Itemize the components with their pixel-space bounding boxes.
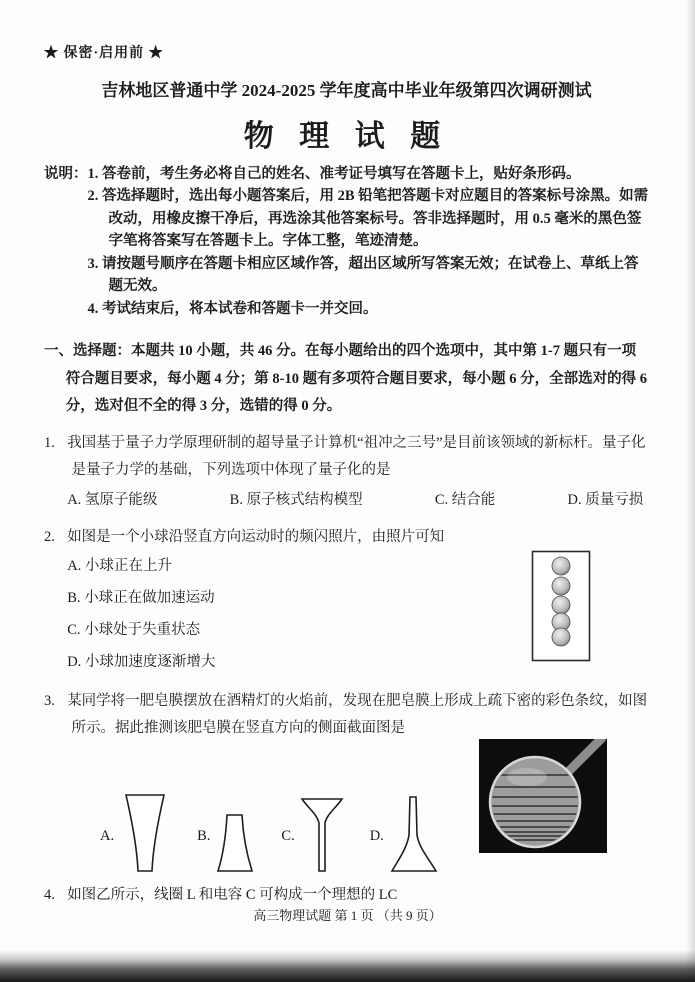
instruction-item-1: 1. 答卷前，考生务必将自己的姓名、准考证号填写在答题卡上，贴好条形码。: [87, 166, 581, 182]
option-c: C. 结合能: [434, 492, 496, 509]
question-body: 某同学将一肥皂膜摆放在酒精灯的火焰前，发现在肥皂膜上形成上疏下密的彩色条纹，如图所示。据此推测该肥皂膜在竖直方向的侧面截面图是: [67, 692, 648, 737]
option-d: D. 小球加速度逐渐增大: [67, 653, 216, 670]
exam-subtitle: 吉林地区普通中学 2024-2025 学年度高中毕业年级第四次调研测试: [101, 81, 592, 100]
option-a-label: A.: [100, 828, 115, 845]
scan-edge-bottom: [0, 950, 695, 982]
question-1: [44, 430, 649, 515]
soap-film-photo: [479, 739, 607, 864]
question-3-text: [44, 688, 649, 743]
scan-edge-right: [685, 0, 695, 982]
question-number: 1.: [44, 434, 55, 451]
option-b: B. 小球正在做加速运动: [67, 590, 215, 606]
question-body: 如图乙所示，线圈 L 和电容 C 可构成一个理想的 LC: [67, 886, 398, 903]
option-b-label: B.: [197, 828, 211, 845]
question-3: [44, 688, 649, 873]
exam-title: 物 理 试 题: [243, 120, 450, 153]
strobe-photo-figure: [531, 550, 591, 673]
instructions-list: [88, 163, 650, 320]
cross-section-option-b: [197, 813, 255, 873]
question-1-text: [44, 430, 649, 485]
instructions-block: [44, 163, 649, 320]
option-a: A. 氢原子能级: [67, 492, 158, 509]
question-number: 4.: [44, 886, 55, 903]
instructions-label: 说明：: [44, 166, 88, 182]
cross-section-shape-b: [215, 813, 255, 873]
question-body: 如图是一个小球沿竖直方向运动时的频闪照片，由照片可知: [67, 528, 445, 545]
option-c-label: C.: [281, 828, 295, 845]
cross-section-shape-d: [389, 795, 439, 873]
option-d: D. 质量亏损: [567, 492, 644, 509]
option-c: C. 小球处于失重状态: [67, 621, 201, 638]
cross-section-option-a: [100, 793, 171, 873]
cross-section-option-c: [281, 797, 343, 873]
page-footer: 高三物理试题 第 1 页 （共 9 页）: [253, 908, 442, 923]
instruction-item-3: 3. 请按题号顺序在答题卡相应区域作答，超出区域所写答案无效；在试卷上、草纸上答题无效。: [87, 255, 639, 295]
question-3-figures: [100, 753, 649, 873]
option-a: A. 小球正在上升: [67, 558, 172, 575]
option-b: B. 原子核式结构模型: [229, 492, 363, 509]
option-d-label: D.: [369, 828, 384, 845]
instruction-item-4: 4. 考试结束后，将本试卷和答题卡一并交回。: [87, 300, 378, 317]
cross-section-shape-a: [119, 793, 171, 873]
section-heading: 一、选择题：本题共 10 小题，共 46 分。在每小题给出的四个选项中，其中第 1-7 题只有一项符合题目要求，每小题 4 分；第 8-10 题有多项符合题目要求，每小题 6 分，全部选对的得 6 分，选对但不全的得 3 分，选错的得 0 分。: [44, 343, 647, 415]
question-number: 2.: [44, 528, 55, 545]
question-1-options: [67, 487, 649, 515]
question-number: 3.: [44, 692, 55, 709]
instruction-item-2: 2. 答选择题时，选出每小题答案后，用 2B 铅笔把答题卡对应题目的答案标号涂黑。如需改动，用橡皮擦干净后，再选涂其他答案标号。答非选择题时，用 0.5 毫米的黑色签字笔将答案写在答题卡上。字体工整，笔迹清楚。: [87, 188, 649, 250]
question-body: 我国基于量子力学原理研制的超导量子计算机“祖冲之三号”是目前该领域的新标杆。量子化是量子力学的基础，下列选项中体现了量子化的是: [67, 434, 646, 479]
cross-section-shape-c: [300, 797, 344, 873]
question-2: [44, 524, 649, 679]
question-2-text: [44, 524, 649, 552]
cross-section-option-d: [370, 795, 439, 873]
security-notice: ★ 保密·启用前 ★: [44, 46, 164, 61]
